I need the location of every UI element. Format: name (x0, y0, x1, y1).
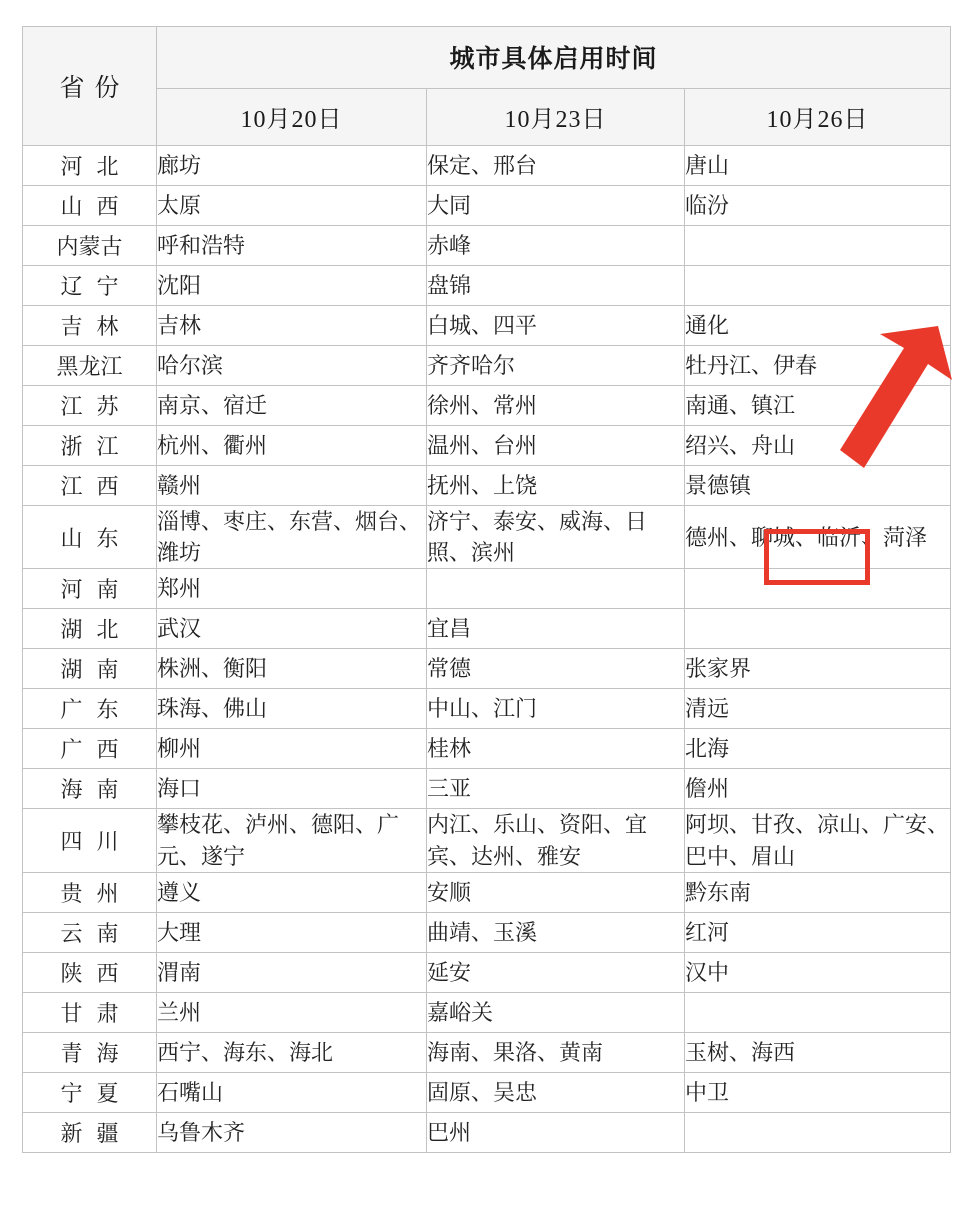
cities-cell-date-2: 盘锦 (427, 266, 685, 306)
cities-cell-date-1: 石嘴山 (157, 1072, 427, 1112)
cities-cell-date-3: 唐山 (685, 146, 951, 186)
province-cell: 内蒙古 (23, 226, 157, 266)
table-row (23, 306, 951, 346)
cities-cell-date-1: 乌鲁木齐 (157, 1112, 427, 1152)
table-row (23, 809, 951, 872)
cities-cell-date-1: 大理 (157, 912, 427, 952)
cities-cell-date-2: 常德 (427, 649, 685, 689)
table-row (23, 872, 951, 912)
cities-cell-date-2: 三亚 (427, 769, 685, 809)
cities-cell-date-1: 吉林 (157, 306, 427, 346)
province-cell: 河北 (23, 146, 157, 186)
cities-cell-date-3 (685, 569, 951, 609)
cities-cell-date-1: 哈尔滨 (157, 346, 427, 386)
cities-cell-date-3: 汉中 (685, 952, 951, 992)
table-row (23, 769, 951, 809)
cities-cell-date-1: 海口 (157, 769, 427, 809)
province-cell: 黑龙江 (23, 346, 157, 386)
table-row (23, 992, 951, 1032)
cities-cell-date-3: 阿坝、甘孜、凉山、广安、巴中、眉山 (685, 809, 951, 872)
cities-cell-date-3: 德州、聊城、临沂、菏泽 (685, 506, 951, 569)
city-activation-schedule-table (22, 26, 951, 1153)
cities-cell-date-1: 珠海、佛山 (157, 689, 427, 729)
table-row (23, 952, 951, 992)
cities-cell-date-1: 兰州 (157, 992, 427, 1032)
province-cell: 云南 (23, 912, 157, 952)
province-cell: 山东 (23, 506, 157, 569)
cities-cell-date-1: 呼和浩特 (157, 226, 427, 266)
cities-cell-date-2: 内江、乐山、资阳、宜宾、达州、雅安 (427, 809, 685, 872)
province-cell: 辽宁 (23, 266, 157, 306)
cities-cell-date-1: 遵义 (157, 872, 427, 912)
cities-cell-date-3: 红河 (685, 912, 951, 952)
table-row (23, 1032, 951, 1072)
column-header-date-3: 10月26日 (685, 88, 951, 145)
table-row (23, 1112, 951, 1152)
cities-cell-date-3: 玉树、海西 (685, 1032, 951, 1072)
cities-cell-date-3: 牡丹江、伊春 (685, 346, 951, 386)
table-row (23, 609, 951, 649)
province-cell: 新疆 (23, 1112, 157, 1152)
cities-cell-date-3: 南通、镇江 (685, 386, 951, 426)
cities-cell-date-2: 济宁、泰安、威海、日照、滨州 (427, 506, 685, 569)
table-row (23, 386, 951, 426)
cities-cell-date-3: 通化 (685, 306, 951, 346)
cities-cell-date-2: 曲靖、玉溪 (427, 912, 685, 952)
cities-cell-date-3 (685, 609, 951, 649)
province-cell: 江苏 (23, 386, 157, 426)
province-cell: 湖北 (23, 609, 157, 649)
cities-cell-date-2 (427, 569, 685, 609)
province-cell: 青海 (23, 1032, 157, 1072)
province-cell: 宁夏 (23, 1072, 157, 1112)
table-row (23, 569, 951, 609)
cities-cell-date-1: 渭南 (157, 952, 427, 992)
cities-cell-date-2: 抚州、上饶 (427, 466, 685, 506)
cities-cell-date-2: 中山、江门 (427, 689, 685, 729)
column-header-province: 省份 (23, 27, 157, 146)
cities-cell-date-3: 绍兴、舟山 (685, 426, 951, 466)
cities-cell-date-1: 攀枝花、泸州、德阳、广元、遂宁 (157, 809, 427, 872)
cities-cell-date-1: 柳州 (157, 729, 427, 769)
table-row (23, 506, 951, 569)
province-cell: 四川 (23, 809, 157, 872)
cities-cell-date-3 (685, 226, 951, 266)
column-header-date-1: 10月20日 (157, 88, 427, 145)
province-cell: 海南 (23, 769, 157, 809)
cities-cell-date-2: 保定、邢台 (427, 146, 685, 186)
cities-cell-date-2: 徐州、常州 (427, 386, 685, 426)
cities-cell-date-1: 太原 (157, 186, 427, 226)
province-cell: 广东 (23, 689, 157, 729)
cities-cell-date-2: 温州、台州 (427, 426, 685, 466)
province-cell: 吉林 (23, 306, 157, 346)
table-row (23, 1072, 951, 1112)
province-cell: 广西 (23, 729, 157, 769)
cities-cell-date-1: 廊坊 (157, 146, 427, 186)
table-row (23, 466, 951, 506)
cities-cell-date-2: 白城、四平 (427, 306, 685, 346)
cities-cell-date-3 (685, 266, 951, 306)
cities-cell-date-1: 武汉 (157, 609, 427, 649)
table-row (23, 426, 951, 466)
cities-cell-date-2: 宜昌 (427, 609, 685, 649)
cities-cell-date-1: 株洲、衡阳 (157, 649, 427, 689)
cities-cell-date-3 (685, 1112, 951, 1152)
province-cell: 河南 (23, 569, 157, 609)
province-cell: 浙江 (23, 426, 157, 466)
column-header-date-2: 10月23日 (427, 88, 685, 145)
cities-cell-date-2: 齐齐哈尔 (427, 346, 685, 386)
table-row (23, 649, 951, 689)
cities-cell-date-2: 赤峰 (427, 226, 685, 266)
cities-cell-date-1: 赣州 (157, 466, 427, 506)
cities-cell-date-1: 郑州 (157, 569, 427, 609)
province-cell: 江西 (23, 466, 157, 506)
cities-cell-date-1: 西宁、海东、海北 (157, 1032, 427, 1072)
table-header-row-2 (23, 88, 951, 145)
table-body (23, 146, 951, 1153)
cities-cell-date-2: 海南、果洛、黄南 (427, 1032, 685, 1072)
province-cell: 山西 (23, 186, 157, 226)
cities-cell-date-1: 南京、宿迁 (157, 386, 427, 426)
cities-cell-date-3: 儋州 (685, 769, 951, 809)
cities-cell-date-3: 清远 (685, 689, 951, 729)
table-row (23, 729, 951, 769)
cities-cell-date-3: 张家界 (685, 649, 951, 689)
table-header-row-1 (23, 27, 951, 89)
cities-cell-date-2: 大同 (427, 186, 685, 226)
cities-cell-date-2: 固原、吴忠 (427, 1072, 685, 1112)
province-cell: 湖南 (23, 649, 157, 689)
cities-cell-date-3: 临汾 (685, 186, 951, 226)
cities-cell-date-1: 杭州、衢州 (157, 426, 427, 466)
cities-cell-date-3: 北海 (685, 729, 951, 769)
cities-cell-date-3: 中卫 (685, 1072, 951, 1112)
cities-cell-date-2: 桂林 (427, 729, 685, 769)
cities-cell-date-3: 黔东南 (685, 872, 951, 912)
cities-cell-date-2: 巴州 (427, 1112, 685, 1152)
table-row (23, 689, 951, 729)
cities-cell-date-1: 淄博、枣庄、东营、烟台、潍坊 (157, 506, 427, 569)
cities-cell-date-3 (685, 992, 951, 1032)
cities-cell-date-2: 嘉峪关 (427, 992, 685, 1032)
province-cell: 甘肃 (23, 992, 157, 1032)
province-cell: 贵州 (23, 872, 157, 912)
cities-cell-date-3: 景德镇 (685, 466, 951, 506)
table-row (23, 912, 951, 952)
table-row (23, 266, 951, 306)
cities-cell-date-2: 安顺 (427, 872, 685, 912)
cities-cell-date-2: 延安 (427, 952, 685, 992)
table-row (23, 346, 951, 386)
column-header-group-title: 城市具体启用时间 (157, 27, 951, 89)
province-cell: 陕西 (23, 952, 157, 992)
table-row (23, 226, 951, 266)
cities-cell-date-1: 沈阳 (157, 266, 427, 306)
table-row (23, 186, 951, 226)
table-header (23, 27, 951, 146)
table-row (23, 146, 951, 186)
